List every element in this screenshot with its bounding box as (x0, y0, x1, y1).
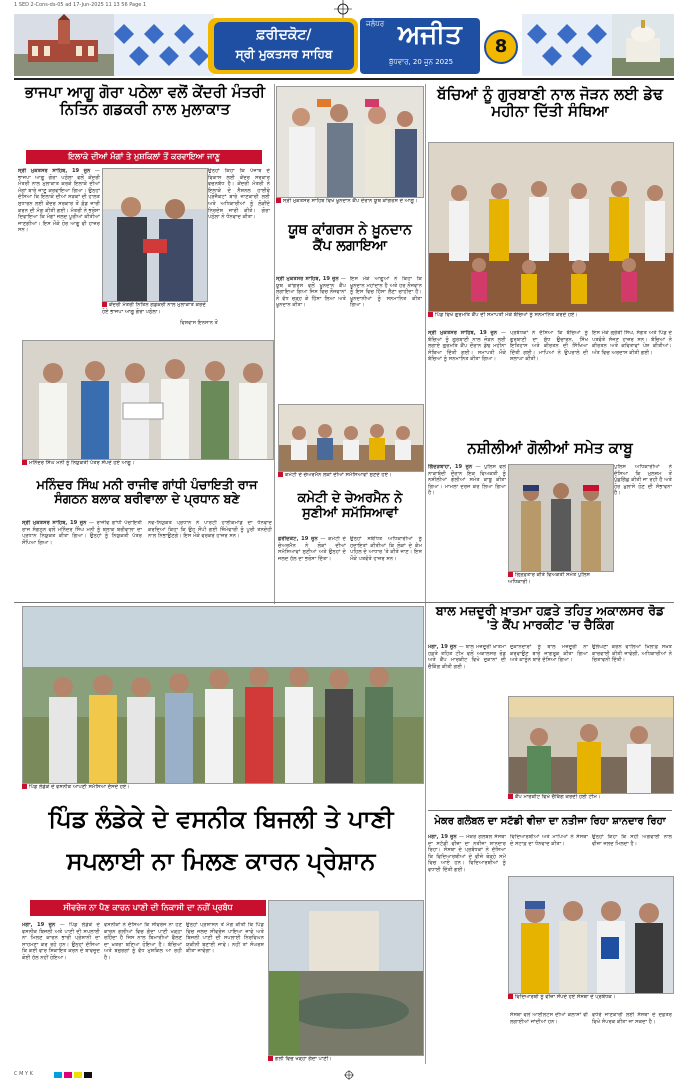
paper-kicker: ਜਲੰਧਰ (366, 20, 385, 28)
page-slug: 1 SED 2-Cons-ds-05 ad 17-Jun-2025 11 13 56 Page 1 (14, 2, 147, 8)
story1-subhead: ਇਲਾਕੇ ਦੀਆਂ ਮੰਗਾਂ ਤੇ ਮੁਸ਼ਕਿਲਾਂ ਤੋਂ ਕਰਵਾਇਆ ਜਾਣੂ (26, 150, 262, 164)
story3-body-col3: ਇਸ ਮੌਕੇ ਗ੍ਰੰਥੀ ਸਿੰਘ, ਸੰਗਤ ਅਤੇ ਪਿੰਡ ਦੇ ਪਤਵੰਤੇ ਸੱਜਣ ਹਾਜ਼ਰ ਸਨ। ਬੱਚਿਆਂ ਨੇ ਕੀਰਤਨ ਅਤੇ ਕਵਿਤਾਵਾਂ ਪੇਸ਼ ਕੀਤੀਆਂ। ਅੰਤ ਵਿਚ ਅਰਦਾਸ ਕੀਤੀ ਗਈ। (592, 330, 672, 356)
story2-caption: ਸ੍ਰੀ ਮੁਕਤਸਰ ਸਾਹਿਬ ਵਿਖੇ ਖ਼ੂਨਦਾਨ ਕੈਂਪ ਦੌਰਾਨ ਯੂਥ ਕਾਂਗਰਸ ਦੇ ਆਗੂ। (276, 198, 422, 218)
story8-dateline: ਮੋਗਾ, 19 ਜੂਨ (22, 922, 56, 928)
story9-photo (508, 876, 674, 994)
story3-caption: ਪਿੰਡ ਵਿਖੇ ਗੁਰਮਤਿ ਕੈਂਪ ਦੀ ਸਮਾਪਤੀ ਮੌਕੇ ਬੱਚਿਆਂ ਨੂੰ ਸਨਮਾਨਿਤ ਕਰਦੇ ਹੋਏ। (428, 312, 672, 326)
footer-color-label: C M Y K (14, 1071, 33, 1077)
story9-body-col4: ਸੰਸਥਾ ਵਲੋਂ ਆਈਲਟਸ ਦੀਆਂ ਕਲਾਸਾਂ ਵੀ ਲਗਾਈਆਂ ਜਾਂਦੀਆਂ ਹਨ। (510, 1012, 588, 1025)
black-swatch (84, 1072, 92, 1078)
story4-headline: ਮਨਿੰਦਰ ਸਿੰਘ ਮਨੀ ਰਾਜੀਵ ਗਾਂਧੀ ਪੰਚਾਇਤੀ ਰਾਜ ਸੰਗਠਨ ਬਲਾਕ ਬਰੀਵਾਲਾ ਦੇ ਪ੍ਰਧਾਨ ਬਣੇ (36, 477, 258, 507)
story4-body-col2: ਨਵ-ਨਿਯੁਕਤ ਪ੍ਰਧਾਨ ਨੇ ਪਾਰਟੀ ਹਾਈਕਮਾਂਡ ਦਾ ਧੰਨਵਾਦ ਕਰਦਿਆਂ ਕਿਹਾ ਕਿ ਉਹ ਸੌਂਪੀ ਗਈ ਜ਼ਿੰਮੇਵਾਰੀ ਨੂੰ ਪੂਰੀ ਤਨਦੇਹੀ ਨਾਲ ਨਿਭਾਉਣਗੇ। ਇਸ ਮੌਕੇ ਵਰਕਰ ਹਾਜ਼ਰ ਸਨ। (148, 520, 272, 540)
story7-dateline: ਮੋਗਾ, 19 ਜੂਨ (428, 644, 457, 650)
issue-date: ਬੁੱਧਵਾਰ, 20 ਜੂਨ 2025 (388, 58, 454, 66)
story9-body-col3: ਉਨ੍ਹਾਂ ਕਿਹਾ ਕਿ ਸਹੀ ਅਗਵਾਈ ਨਾਲ ਵੀਜ਼ਾ ਜਲਦ ਮਿਲਦਾ ਹੈ। (592, 834, 672, 847)
story3-headline: ਬੱਚਿਆਂ ਨੂੰ ਗੁਰਬਾਣੀ ਨਾਲ ਜੋੜਨ ਲਈ ਡੇਢ ਮਹੀਨਾ ਦਿੱਤੀ ਸੰਥਿਆ (437, 85, 663, 121)
story8-subhead: ਸੀਵਰੇਜ ਨਾ ਪੈਣ ਕਾਰਨ ਪਾਣੀ ਦੀ ਨਿਕਾਸੀ ਦਾ ਨਹੀਂ ਪ੍ਰਬੰਧ (30, 900, 266, 916)
story5-body-col1: ਫ਼ਰੀਦਕੋਟ, 19 ਜੂਨ — ਕਮੇਟੀ ਦੇ ਚੇਅਰਮੈਨ ਨੇ ਲੋਕਾਂ ਦੀਆਂ ਸਮੱਸਿਆਵਾਂ ਸੁਣੀਆਂ ਅਤੇ ਉਨ੍ਹਾਂ ਦੇ ਜਲਦ ਹੱਲ ਦਾ ਭਰੋਸਾ ਦਿੱਤਾ। (278, 536, 346, 562)
story5-photo (278, 404, 424, 472)
story6-headline: ਨਸ਼ੀਲੀਆਂ ਗੋਲੀਆਂ ਸਮੇਤ ਕਾਬੂ (467, 439, 633, 457)
magenta-swatch (64, 1072, 72, 1078)
story6-dateline: ਗਿੱਦੜਬਾਹਾ, 19 ਜੂਨ (428, 464, 473, 470)
story6-body-col2: ਪੁਲਿਸ ਅਧਿਕਾਰੀਆਂ ਨੇ ਦੱਸਿਆ ਕਿ ਮੁਲਜ਼ਮ ਤੋਂ ਪੁੱਛਗਿੱਛ ਕੀਤੀ ਜਾ ਰਹੀ ਹੈ ਅਤੇ ਹੋਰ ਖ਼ੁਲਾਸੇ ਹੋਣ ਦੀ ਸੰਭਾਵਨਾ ਹੈ। (614, 464, 672, 497)
story9-headline: ਮੇਕਰ ਗਲੋਬਲ ਦਾ ਸਟੱਡੀ ਵੀਜ਼ਾ ਦਾ ਨਤੀਜਾ ਰਿਹਾ ਸ਼ਾਨਦਾਰ ਰਿਹਾ (434, 816, 666, 827)
story3-photo (428, 142, 674, 312)
story4-caption: ਮਨਿੰਦਰ ਸਿੰਘ ਮਨੀ ਨੂੰ ਨਿਯੁਕਤੀ ਪੱਤਰ ਸੌਂਪਦੇ ਹੋਏ ਆਗੂ। (22, 460, 272, 474)
story6-photo (508, 464, 614, 572)
story7-headline: ਬਾਲ ਮਜ਼ਦੂਰੀ ਖ਼ਾਤਮਾ ਹਫ਼ਤੇ ਤਹਿਤ ਅਕਾਲਸਰ ਰੋਡ 'ਤੇ ਕੈਂਪ ਮਾਰਕੀਟ 'ਚ ਚੈਕਿੰਗ (435, 603, 665, 633)
story7-body-col2: ਦੁਕਾਨਦਾਰਾਂ ਨੂੰ ਬਾਲ ਮਜ਼ਦੂਰੀ ਨਾ ਕਰਵਾਉਣ ਬਾਰੇ ਜਾਗਰੂਕ ਕੀਤਾ ਗਿਆ ਅਤੇ ਕਾਨੂੰਨ ਬਾਰੇ ਦੱਸਿਆ ਗਿਆ। (510, 644, 588, 664)
story7-body-col3: ਉਲੰਘਣਾ ਕਰਨ ਵਾਲਿਆਂ ਖ਼ਿਲਾਫ਼ ਸਖ਼ਤ ਕਾਰਵਾਈ ਕੀਤੀ ਜਾਵੇਗੀ, ਅਧਿਕਾਰੀਆਂ ਨੇ ਚਿਤਾਵਨੀ ਦਿੱਤੀ। (592, 644, 672, 664)
story9-caption: ਵਿਦਿਆਰਥੀ ਨੂੰ ਵੀਜ਼ਾ ਸੌਂਪਦੇ ਹੋਏ ਸੰਸਥਾ ਦੇ ਪ੍ਰਬੰਧਕ। (508, 994, 672, 1008)
edition-city-line2: ਸ੍ਰੀ ਮੁਕਤਸਰ ਸਾਹਿਬ (235, 47, 333, 61)
story2-headline: ਯੂਥ ਕਾਂਗਰਸ ਨੇ ਖ਼ੂਨਦਾਨ ਕੈਂਪ ਲਗਾਇਆ (288, 222, 412, 255)
story4-photo (22, 340, 274, 460)
story3-dateline: ਸ੍ਰੀ ਮੁਕਤਸਰ ਸਾਹਿਬ, 19 ਜੂਨ (428, 330, 498, 336)
story7-photo (508, 696, 674, 794)
story3-body-col2: ਪ੍ਰਬੰਧਕਾਂ ਨੇ ਦੱਸਿਆ ਕਿ ਬੱਚਿਆਂ ਨੂੰ ਗੁਰਬਾਣੀ ਦਾ ਸ਼ੁੱਧ ਉਚਾਰਨ, ਸਿੱਖ ਇਤਿਹਾਸ ਅਤੇ ਕੀਰਤਨ ਦੀ ਸਿੱਖਿਆ ਦਿੱਤੀ ਗਈ। ਮਾਪਿਆਂ ਨੇ ਉਪਰਾਲੇ ਦੀ ਸ਼ਲਾਘਾ ਕੀਤੀ। (510, 330, 588, 363)
story8-body-col2: ਵਸਨੀਕਾਂ ਨੇ ਦੱਸਿਆ ਕਿ ਸੀਵਰੇਜ ਨਾ ਹੋਣ ਕਾਰਨ ਗਲੀਆਂ ਵਿਚ ਗੰਦਾ ਪਾਣੀ ਖੜ੍ਹਾ ਰਹਿੰਦਾ ਹੈ ਜਿਸ ਨਾਲ ਬਿਮਾਰੀਆਂ ਫੈਲਣ ਦਾ ਖ਼ਤਰਾ ਬਣਿਆ ਹੋਇਆ ਹੈ। ਬੱਚਿਆਂ ਅਤੇ ਬਜ਼ੁਰਗਾਂ ਨੂੰ ਵੱਧ ਮੁਸ਼ਕਿਲ ਆ ਰਹੀ ਹੈ। (104, 922, 182, 961)
registration-mark-icon (344, 1070, 354, 1080)
story5-dateline: ਫ਼ਰੀਦਕੋਟ, 19 ਜੂਨ (278, 536, 318, 542)
story9-dateline: ਮੋਗਾ, 19 ਜੂਨ (428, 834, 457, 840)
yellow-swatch (74, 1072, 82, 1078)
edition-city-line1: ਫ਼ਰੀਦਕੋਟ/ (256, 27, 312, 43)
decorative-pattern-right (522, 14, 612, 76)
story8-headline: ਪਿੰਡ ਲੰਡੇਕੇ ਦੇ ਵਸਨੀਕ ਬਿਜਲੀ ਤੇ ਪਾਣੀ ਸਪਲਾਈ ਨਾ ਮਿਲਣ ਕਾਰਨ ਪ੍ਰੇਸ਼ਾਨ (48, 805, 394, 875)
story8-body-col1: ਮੋਗਾ, 19 ਜੂਨ — ਪਿੰਡ ਲੰਡੇਕੇ ਦੇ ਵਸਨੀਕ ਬਿਜਲੀ ਅਤੇ ਪਾਣੀ ਦੀ ਸਪਲਾਈ ਨਾ ਮਿਲਣ ਕਾਰਨ ਭਾਰੀ ਪ੍ਰੇਸ਼ਾਨੀ ਦਾ ਸਾਹਮਣਾ ਕਰ ਰਹੇ ਹਨ। ਉਨ੍ਹਾਂ ਦੱਸਿਆ ਕਿ ਕਈ ਵਾਰ ਸ਼ਿਕਾਇਤ ਕਰਨ ਦੇ ਬਾਵਜੂਦ ਕੋਈ ਹੱਲ ਨਹੀਂ ਹੋਇਆ। (22, 922, 100, 961)
story8-photo (22, 606, 424, 784)
paper-name: ਅਜੀਤ (398, 20, 462, 50)
page-number: 8 (484, 30, 518, 64)
story8-caption: ਪਿੰਡ ਲੰਡੇਕੇ ਦੇ ਵਸਨੀਕ ਆਪਣੀ ਸਮੱਸਿਆ ਦੱਸਦੇ ਹੋਏ। (22, 784, 422, 796)
story2-dateline: ਸ੍ਰੀ ਮੁਕਤਸਰ ਸਾਹਿਬ, 19 ਜੂਨ (276, 276, 339, 282)
story5-headline: ਕਮੇਟੀ ਦੇ ਚੇਅਰਮੈਨ ਨੇ ਸੁਣੀਆਂ ਸਮੱਸਿਆਵਾਂ (297, 491, 403, 521)
story2-body-col1: ਸ੍ਰੀ ਮੁਕਤਸਰ ਸਾਹਿਬ, 19 ਜੂਨ — ਯੂਥ ਕਾਂਗਰਸ ਵਲੋਂ ਖ਼ੂਨਦਾਨ ਕੈਂਪ ਲਗਾਇਆ ਗਿਆ ਜਿਸ ਵਿਚ ਨੌਜਵਾਨਾਂ ਨੇ ਵੱਧ ਚੜ੍ਹ ਕੇ ਹਿੱਸਾ ਲਿਆ ਅਤੇ ਖ਼ੂਨਦਾਨ ਕੀਤਾ। (276, 276, 346, 309)
story1-photo (102, 168, 208, 302)
story1-body: ਸ੍ਰੀ ਮੁਕਤਸਰ ਸਾਹਿਬ, 19 ਜੂਨ — ਭਾਜਪਾ ਆਗੂ ਗੋਰਾ ਪਠੇਲਾ ਵਲੋਂ ਕੇਂਦਰੀ ਮੰਤਰੀ ਨਾਲ ਮੁਲਾਕਾਤ ਕਰਕੇ ਇਲਾਕੇ ਦੀਆਂ ਮੰਗਾਂ ਬਾਰੇ ਜਾਣੂ ਕਰਵਾਇਆ ਗਿਆ। ਉਨ੍ਹਾਂ ਦੱਸਿਆ ਕਿ ਇਲਾਕੇ ਦੀਆਂ ਸੜਕਾਂ ਦੀ ਹਾਲਤ ਸੁਧਾਰਨ ਲਈ ਕੇਂਦਰ ਸਰਕਾਰ ਤੋਂ ਫ਼ੰਡ ਜਾਰੀ ਕਰਨ ਦੀ ਮੰਗ ਕੀਤੀ ਗਈ। ਮੰਤਰੀ ਨੇ ਭਰੋਸਾ ਦਿਵਾਇਆ ਕਿ ਮੰਗਾਂ ਜਲਦ ਪੂਰੀਆਂ ਕੀਤੀਆਂ ਜਾਣਗੀਆਂ। ਇਸ ਮੌਕੇ ਹੋਰ ਆਗੂ ਵੀ ਹਾਜ਼ਰ ਸਨ। (18, 168, 100, 234)
story1-dateline: ਸ੍ਰੀ ਮੁਕਤਸਰ ਸਾਹਿਬ, 19 ਜੂਨ (18, 168, 91, 174)
story6-body-col1: ਗਿੱਦੜਬਾਹਾ, 19 ਜੂਨ — ਪੁਲਿਸ ਵਲੋਂ ਨਾਕਾਬੰਦੀ ਦੌਰਾਨ ਇਕ ਵਿਅਕਤੀ ਨੂੰ ਨਸ਼ੀਲੀਆਂ ਗੋਲੀਆਂ ਸਮੇਤ ਕਾਬੂ ਕੀਤਾ ਗਿਆ। ਮਾਮਲਾ ਦਰਜ ਕਰ ਲਿਆ ਗਿਆ ਹੈ। (428, 464, 506, 497)
story4-dateline: ਸ੍ਰੀ ਮੁਕਤਸਰ ਸਾਹਿਬ, 19 ਜੂਨ (22, 520, 87, 526)
clock-tower-illustration (14, 14, 114, 76)
story5-caption: ਕਮੇਟੀ ਦੇ ਚੇਅਰਮੈਨ ਲੋਕਾਂ ਦੀਆਂ ਸਮੱਸਿਆਵਾਂ ਸੁਣਦੇ ਹੋਏ। (278, 472, 422, 486)
story9-body-col5: ਵਧੇਰੇ ਜਾਣਕਾਰੀ ਲਈ ਸੰਸਥਾ ਦੇ ਦਫ਼ਤਰ ਵਿਖੇ ਸੰਪਰਕ ਕੀਤਾ ਜਾ ਸਕਦਾ ਹੈ। (592, 1012, 672, 1025)
gurudwara-illustration (612, 14, 674, 76)
footer-bar (14, 1070, 674, 1080)
story9-body-col2: ਵਿਦਿਆਰਥੀਆਂ ਅਤੇ ਮਾਪਿਆਂ ਨੇ ਸੰਸਥਾ ਦੇ ਸਟਾਫ਼ ਦਾ ਧੰਨਵਾਦ ਕੀਤਾ। (510, 834, 588, 847)
story2-photo (276, 86, 424, 198)
story9-body-col1: ਮੋਗਾ, 19 ਜੂਨ — ਮੇਕਰ ਗਲੋਬਲ ਸੰਸਥਾ ਦਾ ਸਟੱਡੀ ਵੀਜ਼ਾ ਦਾ ਨਤੀਜਾ ਸ਼ਾਨਦਾਰ ਰਿਹਾ। ਸੰਸਥਾ ਦੇ ਪ੍ਰਬੰਧਕਾਂ ਨੇ ਦੱਸਿਆ ਕਿ ਵਿਦਿਆਰਥੀਆਂ ਦੇ ਵੀਜ਼ੇ ਥੋੜ੍ਹੇ ਸਮੇਂ ਵਿਚ ਆਏ ਹਨ। ਵਿਦਿਆਰਥੀਆਂ ਨੂੰ ਵਧਾਈ ਦਿੱਤੀ ਗਈ। (428, 834, 506, 873)
story1-credit: ਵਿਸ਼ਵਾਸ ਇਨਸਾਨ ਤੋਂ (180, 320, 218, 326)
story7-caption: ਕੈਂਪ ਮਾਰਕੀਟ ਵਿਖੇ ਚੈਕਿੰਗ ਕਰਦੀ ਹੋਈ ਟੀਮ। (508, 794, 672, 806)
story4-body-col1: ਸ੍ਰੀ ਮੁਕਤਸਰ ਸਾਹਿਬ, 19 ਜੂਨ — ਰਾਜੀਵ ਗਾਂਧੀ ਪੰਚਾਇਤੀ ਰਾਜ ਸੰਗਠਨ ਵਲੋਂ ਮਨਿੰਦਰ ਸਿੰਘ ਮਨੀ ਨੂੰ ਬਲਾਕ ਬਰੀਵਾਲਾ ਦਾ ਪ੍ਰਧਾਨ ਨਿਯੁਕਤ ਕੀਤਾ ਗਿਆ। ਉਨ੍ਹਾਂ ਨੂੰ ਨਿਯੁਕਤੀ ਪੱਤਰ ਸੌਂਪਿਆ ਗਿਆ। (22, 520, 142, 546)
decorative-pattern (114, 14, 214, 76)
story8-photo-2 (268, 900, 424, 1056)
cyan-swatch (54, 1072, 62, 1078)
story3-body-col1: ਸ੍ਰੀ ਮੁਕਤਸਰ ਸਾਹਿਬ, 19 ਜੂਨ — ਬੱਚਿਆਂ ਨੂੰ ਗੁਰਬਾਣੀ ਨਾਲ ਜੋੜਨ ਲਈ ਲਗਾਏ ਗੁਰਮਤਿ ਕੈਂਪ ਦੌਰਾਨ ਡੇਢ ਮਹੀਨਾ ਸੰਥਿਆ ਦਿੱਤੀ ਗਈ। ਸਮਾਪਤੀ ਮੌਕੇ ਬੱਚਿਆਂ ਨੂੰ ਸਨਮਾਨਿਤ ਕੀਤਾ ਗਿਆ। (428, 330, 506, 363)
story5-body-col2: ਉਨ੍ਹਾਂ ਸਬੰਧਿਤ ਅਧਿਕਾਰੀਆਂ ਨੂੰ ਹਦਾਇਤਾਂ ਕੀਤੀਆਂ ਕਿ ਲੋਕਾਂ ਦੇ ਕੰਮ ਪਹਿਲ ਦੇ ਆਧਾਰ 'ਤੇ ਕੀਤੇ ਜਾਣ। ਇਸ ਮੌਕੇ ਪਤਵੰਤੇ ਹਾਜ਼ਰ ਸਨ। (350, 536, 422, 562)
story1-headline: ਭਾਜਪਾ ਆਗੂ ਗੋਰਾ ਪਠੇਲਾ ਵਲੋਂ ਕੇਂਦਰੀ ਮੰਤਰੀ ਨਿਤਿਨ ਗਡਕਰੀ ਨਾਲ ਮੁਲਾਕਾਤ (24, 83, 266, 119)
story7-body-col1: ਮੋਗਾ, 19 ਜੂਨ — ਬਾਲ ਮਜ਼ਦੂਰੀ ਖ਼ਾਤਮਾ ਹਫ਼ਤੇ ਤਹਿਤ ਟੀਮ ਵਲੋਂ ਅਕਾਲਸਰ ਰੋਡ ਅਤੇ ਕੈਂਪ ਮਾਰਕੀਟ ਵਿਖੇ ਦੁਕਾਨਾਂ ਦੀ ਚੈਕਿੰਗ ਕੀਤੀ ਗਈ। (428, 644, 506, 670)
story1-caption: ਕੇਂਦਰੀ ਮੰਤਰੀ ਨਿਤਿਨ ਗਡਕਰੀ ਨਾਲ ਮੁਲਾਕਾਤ ਕਰਦੇ ਹੋਏ ਭਾਜਪਾ ਆਗੂ ਗੋਰਾ ਪਠੇਲਾ। (102, 302, 206, 315)
masthead (14, 14, 674, 76)
story6-caption: ਗ੍ਰਿਫ਼ਤਾਰ ਕੀਤੇ ਵਿਅਕਤੀ ਸਮੇਤ ਪੁਲਿਸ ਅਧਿਕਾਰੀ। (508, 572, 590, 585)
story8-photo-caption: ਗਲੀ ਵਿਚ ਖੜ੍ਹਾ ਗੰਦਾ ਪਾਣੀ। (268, 1056, 422, 1068)
story8-body-col3: ਉਨ੍ਹਾਂ ਪ੍ਰਸ਼ਾਸਨ ਤੋਂ ਮੰਗ ਕੀਤੀ ਕਿ ਪਿੰਡ ਵਿਚ ਜਲਦ ਸੀਵਰੇਜ ਪਾਇਆ ਜਾਵੇ ਅਤੇ ਬਿਜਲੀ ਪਾਣੀ ਦੀ ਸਪਲਾਈ ਨਿਰਵਿਘਨ ਯਕੀਨੀ ਬਣਾਈ ਜਾਵੇ। ਨਹੀਂ ਤਾਂ ਸੰਘਰਸ਼ ਕੀਤਾ ਜਾਵੇਗਾ। (186, 922, 264, 955)
story1-body-col2: ਉਨ੍ਹਾਂ ਕਿਹਾ ਕਿ ਪੰਜਾਬ ਦੇ ਵਿਕਾਸ ਲਈ ਕੇਂਦਰ ਸਰਕਾਰ ਵਚਨਬੱਧ ਹੈ। ਕੇਂਦਰੀ ਮੰਤਰੀ ਨੇ ਇਲਾਕੇ ਦੇ ਨੈਸ਼ਨਲ ਹਾਈਵੇ ਪ੍ਰੋਜੈਕਟਾਂ ਬਾਰੇ ਜਾਣਕਾਰੀ ਲਈ ਅਤੇ ਅਧਿਕਾਰੀਆਂ ਨੂੰ ਲੋੜੀਂਦੇ ਨਿਰਦੇਸ਼ ਜਾਰੀ ਕੀਤੇ। ਗੋਰਾ ਪਠੇਲਾ ਨੇ ਧੰਨਵਾਦ ਕੀਤਾ। (208, 168, 270, 221)
story2-body-col2: ਇਸ ਮੌਕੇ ਆਗੂਆਂ ਨੇ ਕਿਹਾ ਕਿ ਖ਼ੂਨਦਾਨ ਮਹਾਂਦਾਨ ਹੈ ਅਤੇ ਹਰ ਨੌਜਵਾਨ ਨੂੰ ਇਸ ਵਿਚ ਹਿੱਸਾ ਲੈਣਾ ਚਾਹੀਦਾ ਹੈ। ਖ਼ੂਨਦਾਨੀਆਂ ਨੂੰ ਸਨਮਾਨਿਤ ਕੀਤਾ ਗਿਆ। (350, 276, 422, 309)
